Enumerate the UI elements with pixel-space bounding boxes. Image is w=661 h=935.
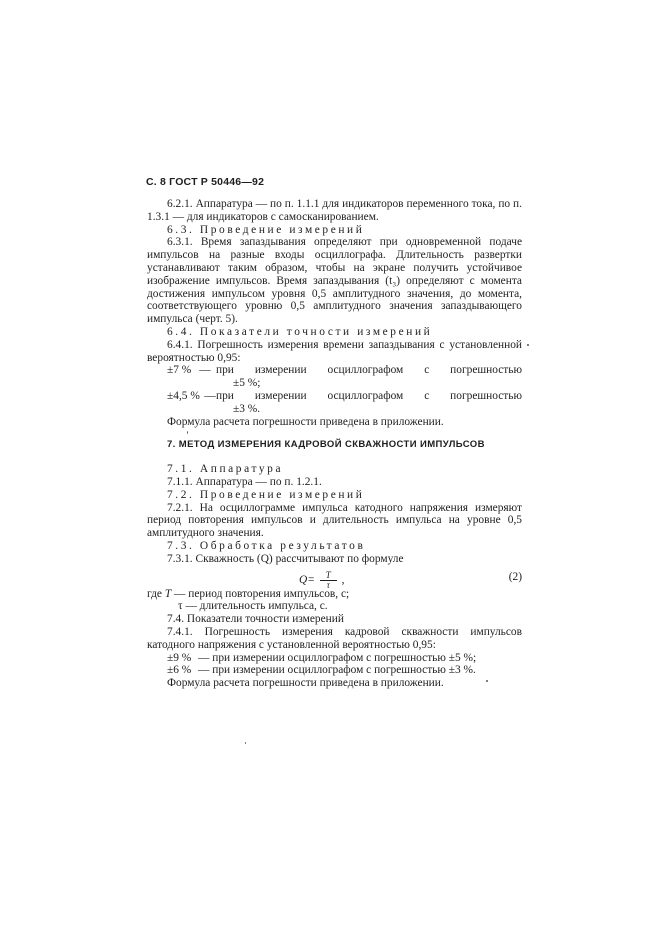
formula-note-7: Формула расчета погрешности приведена в приложении. [167,677,444,690]
formula-numerator: T [320,571,337,581]
tolerance-value: ±7 % [167,364,192,377]
heading-6-4: 6.4. Показатели точности измерений [167,325,433,338]
tolerance-value: ±4,5 % [167,389,200,402]
tolerance-value: ±6 % [167,664,192,677]
tolerance-line-3 [147,652,522,665]
scan-speck [187,431,188,434]
paragraph-6-3-1: 6.3.1. Время запаздывания определяют при одновременной подаче импульсов на разные входы осциллографа. Длительность развертки устанавливают таким образом, чтобы на экране получить устойчивое изображение импульсов. Время запаздывания (t₃) определяют с момента достижения импульсом уровня 0,5 амплитудного значения, до момента, соответствующего уровню 0,5 амплитудного значения запаздывающего импульса (черт. 5). [147,236,522,326]
tolerance-value: ±9 % [167,651,192,664]
tolerance-dash: — [204,389,216,402]
heading-7-1: 7.1. Аппаратура [167,463,284,476]
tolerance-line-2-end: ±3 %. [233,402,261,415]
tolerance-line-1 [147,364,522,377]
scan-speck [527,344,529,346]
tolerance-text: при измерении осциллографом с погрешностью [216,364,522,377]
heading-7-3: 7.3. Обработка результатов [167,539,366,552]
formula-number: (2) [508,570,522,583]
formula-note-6: Формула расчета погрешности приведена в приложении. [167,415,444,428]
paragraph-7-2-1: 7.2.1. На осциллограмме импульса катодного напряжения измеряют период повторения импульсов и длительность импульса на уровне 0,5 амплитудного значения. [147,501,522,540]
document-body [147,198,522,690]
where-text-tau: — длительность импульса, с. [185,600,328,613]
paragraph-7-4-1: 7.4.1. Погрешность измерения кадровой скважности импульсов катодного напряжения с установленной вероятностью 0,95: [147,625,522,651]
where-text-T: — период повторения импульсов, с; [174,587,350,600]
formula-lhs: Q= [299,573,315,586]
paragraph-6-2-1: 6.2.1. Аппаратура — по п. 1.1.1 для индикаторов переменного тока, по п. 1.3.1 — для индикаторов с самосканированием. [147,198,522,223]
formula [299,571,345,590]
page-header: С. 8 ГОСТ Р 50446—92 [146,176,265,188]
formula-denominator: τ [326,579,330,590]
where-intro: где [147,587,162,600]
scan-speck [486,680,488,682]
heading-6-3: 6.3. Проведение измерений [167,223,365,236]
tolerance-text: при измерении осциллографом с погрешностью [216,389,522,402]
tolerance-dash: — [199,364,211,377]
where-line-tau [178,600,522,613]
section-7-title: 7. МЕТОД ИЗМЕРЕНИЯ КАДРОВОЙ СКВАЖНОСТИ ИМПУЛЬСОВ [167,439,485,451]
tolerance-line-4 [147,664,522,677]
tolerance-text: — при измерении осциллографом с погрешностью ±3 %. [198,664,476,677]
heading-7-2: 7.2. Проведение измерений [167,488,365,501]
paragraph-6-4-1: 6.4.1. Погрешность измерения времени запаздывания с установленной вероятностью 0,95: [147,338,522,364]
paragraph-7-3-1: 7.3.1. Скважность (Q) рассчитывают по формуле [167,552,404,565]
heading-7-4: 7.4. Показатели точности измерений [167,613,344,626]
formula-row [147,566,522,588]
tolerance-text: — при измерении осциллографом с погрешностью ±5 %; [198,651,477,664]
tolerance-line-2 [147,390,522,403]
where-symbol-tau: τ [178,600,183,613]
scan-speck [245,742,246,744]
tolerance-line-1-end: ±5 %; [233,377,261,390]
formula-fraction [320,571,337,590]
where-symbol-T: T [164,587,172,600]
formula-tail: , [341,573,345,586]
paragraph-7-1-1: 7.1.1. Аппаратура — по п. 1.2.1. [167,475,322,488]
